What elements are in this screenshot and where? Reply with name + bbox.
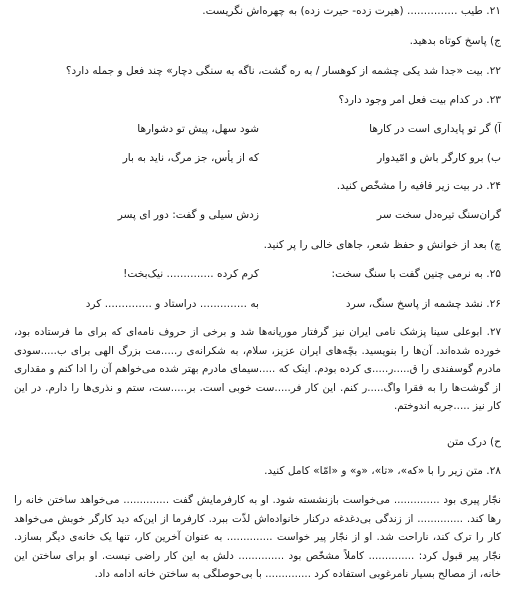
section-fill-blanks-heading: چ) بعد از خوانش و حفظ شعر، جاهای خالی را پر کنید. bbox=[263, 239, 501, 251]
question-23-option-b-left: که از یأس، جز مرگ، ناید به بار bbox=[122, 152, 259, 164]
question-23-option-b-right: ب) برو کارگر باش و امّیدوار bbox=[377, 152, 501, 164]
question-28: ۲۸. متن زیر را با «که»، «تا»، «و» و «امّا» کامل کنید. bbox=[264, 465, 501, 477]
question-24-verse-left: زدش سیلی و گفت: دور ای پسر bbox=[117, 209, 259, 221]
question-22: ۲۲. بیت «جدا شد یکی چشمه از کوهسار / به ره گشت، ناگه به سنگی دچار» چند فعل و جمله دارد؟ bbox=[65, 65, 501, 77]
section-comprehension-heading: ح) درک متن bbox=[447, 436, 501, 448]
question-24-verse-right: گران‌سنگ تیره‌دل سخت سر bbox=[376, 209, 501, 221]
question-23: ۲۳. در کدام بیت فعل امر وجود دارد؟ bbox=[338, 94, 501, 106]
question-25-left: کرم کرده .............. نیک‌بخت! bbox=[123, 268, 259, 280]
question-28-paragraph: نجّار پیری بود .............. می‌خواست بازنشسته شود. او به کارفرمایش گفت .............. می‌خواهد ساختن خانه را رها کند. .............. از زندگی بی‌دغدغه درکنار خانواده‌اش لذّت ببرد. کارفرما از این‌که دید کارگر خوبش می‌خواهد کار را ترک کند، ناراحت شد. او از نجّار پیر خواست .............. به عنوان آخرین کار، تنها یک خانه‌ی دیگر بسازد. نجّار پیر قبول کرد: .............. کاملاً مشخّص بود .............. دلش به این کار راضی نیست. او برای ساختن این خانه، از مصالح بسیار نامرغوبی استفاده کرد .............. با بی‌حوصلگی به ساختن خانه ادامه داد. bbox=[14, 494, 501, 581]
question-25-right: ۲۵. به نرمی چنین گفت با سنگ سخت: bbox=[331, 268, 501, 280]
question-23-option-a-left: شود سهل، پیش تو دشوارها bbox=[137, 123, 259, 135]
question-26-left: به .............. دراستاد و .............. کرد bbox=[85, 298, 259, 310]
question-24: ۲۴. در بیت زیر قافیه را مشخّص کنید. bbox=[336, 180, 501, 192]
section-short-answer-heading: ج) پاسخ کوتاه بدهید. bbox=[409, 35, 501, 47]
question-27-paragraph: ۲۷. ابوعلی سینا پزشک نامی ایران نیز گرفتار موریانه‌ها شد و برخی از حروف نامه‌ای که برای ما فرستاده بود، خورده شده‌اند. آن‌ها را بنویسید. بچّه‌های ایران عزیز، سلام، به شکرانه‌ی ر.....مت بزرگ الهی برای ب.....سودی مادرم گوسفندی را ق.....ر.....ی کرده بودم. اینک که .....سیمای مادرم بهتر شده می‌خواهم آن را ادا کنم و مقداری از گوشت‌ها را به فقرا واگ.....ر کنم. این کار فر.....ست خوبی است. بر.....ست، ستم و نذری‌ها را دارم. در این کار نیز .....جربه اندوختم. bbox=[14, 326, 501, 413]
question-26-right: ۲۶. نشد چشمه از پاسخ سنگ، سرد bbox=[345, 298, 501, 310]
question-21: ۲۱. طیب ............... (هیرت زده- حیرت زده) به چهره‌اش نگریست. bbox=[202, 5, 501, 17]
question-23-option-a-right: آ) گر تو پایداری است در کارها bbox=[369, 123, 501, 135]
